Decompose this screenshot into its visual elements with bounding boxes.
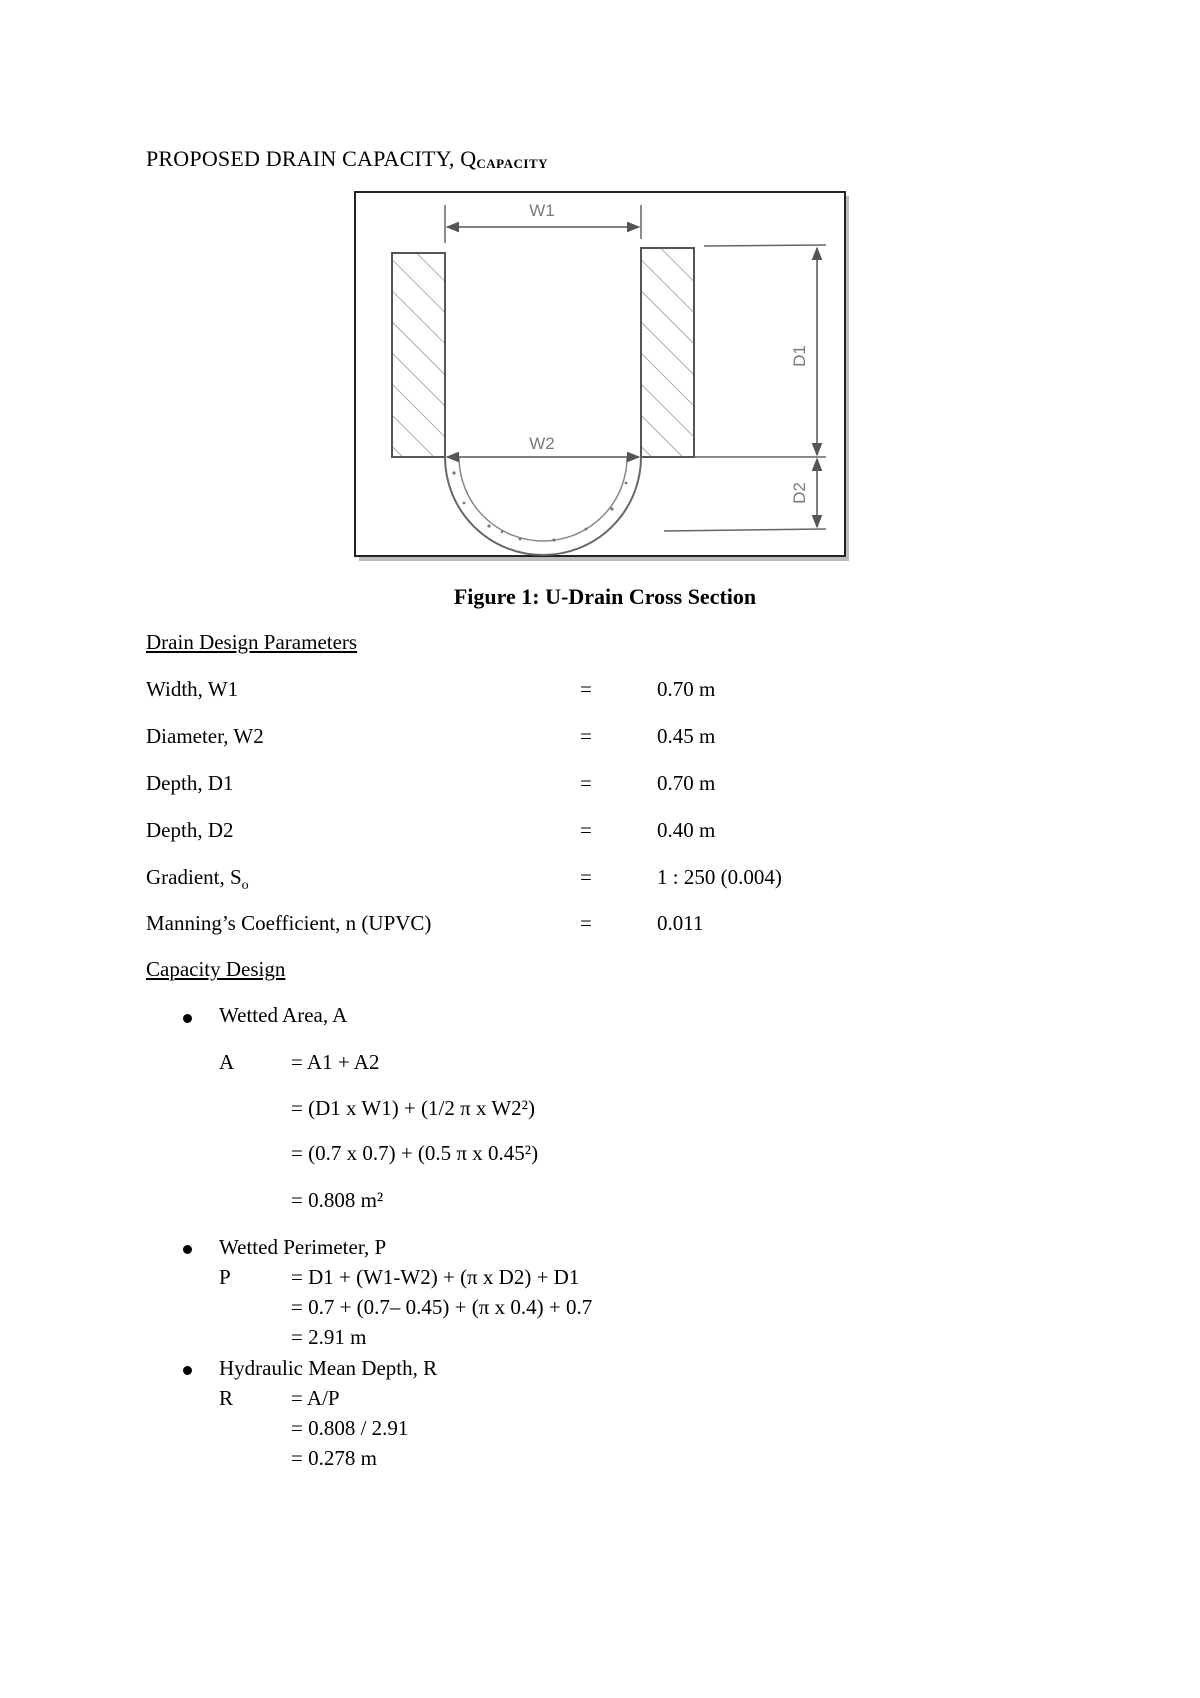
left-wall [392,253,445,457]
bullet-icon [183,1366,192,1375]
perimeter-line-1: = D1 + (W1-W2) + (π x D2) + D1 [291,1265,580,1289]
hydraulic-depth-heading: Hydraulic Mean Depth, R [219,1356,438,1380]
area-line-4: = 0.808 m² [291,1188,384,1212]
hydraulic-line-1: = A/P [291,1386,340,1410]
param-label-width: Width, W1 [146,677,239,701]
perimeter-symbol: P [219,1265,231,1289]
title-subscript: CAPACITY [476,156,549,171]
area-symbol: A [219,1050,235,1074]
figure-caption: Figure 1: U-Drain Cross Section [453,584,757,609]
perimeter-line-2: = 0.7 + (0.7– 0.45) + (π x 0.4) + 0.7 [291,1295,593,1319]
page-title: PROPOSED DRAIN CAPACITY, $Q_{CAPACITY}$ [146,146,549,171]
param-eq: = [580,677,592,701]
perimeter-line-3: = 2.91 m [291,1325,367,1349]
u-drain-diagram [354,191,852,564]
hydraulic-symbol: R [219,1386,234,1410]
w1-label: W1 [529,201,555,220]
hydraulic-line-2: = 0.808 / 2.91 [291,1416,409,1440]
area-line-1: = A1 + A2 [291,1050,380,1074]
param-value-gradient: 1 : 250 (0.004) [657,865,782,889]
bullet-icon [183,1245,192,1254]
right-wall [641,248,694,457]
w2-label: W2 [529,434,555,453]
param-eq: = [580,911,592,935]
param-label-depth-d2: Depth, D2 [146,818,234,842]
parameters-heading: Drain Design Parameters [146,630,358,654]
wetted-perimeter-heading: Wetted Perimeter, P [219,1235,387,1259]
param-value-depth-d1: 0.70 m [657,771,716,795]
param-eq: = [580,865,592,889]
param-label-manning: Manning’s Coefficient, n (UPVC) [146,911,432,935]
param-eq: = [580,771,592,795]
param-label-depth-d1: Depth, D1 [146,771,234,795]
wetted-area-heading: Wetted Area, A [219,1003,348,1027]
param-value-depth-d2: 0.40 m [657,818,716,842]
bullet-icon [183,1014,192,1023]
hydraulic-line-3: = 0.278 m [291,1446,377,1470]
param-eq: = [580,724,592,748]
param-value-manning: 0.011 [657,911,704,935]
param-value-width: 0.70 m [657,677,716,701]
d1-label: D1 [790,345,809,367]
area-line-2: = (D1 x W1) + (1/2 π x W2²) [291,1096,535,1120]
param-value-diameter: 0.45 m [657,724,716,748]
param-label-gradient: Gradient, $S_o$ [146,865,249,894]
gradient-subscript: o [241,878,249,894]
area-line-3: = (0.7 x 0.7) + (0.5 π x 0.45²) [291,1141,539,1165]
capacity-heading: Capacity Design [146,957,286,981]
param-label-diameter: Diameter, W2 [146,724,264,748]
d2-label: D2 [790,482,809,504]
param-eq: = [580,818,592,842]
